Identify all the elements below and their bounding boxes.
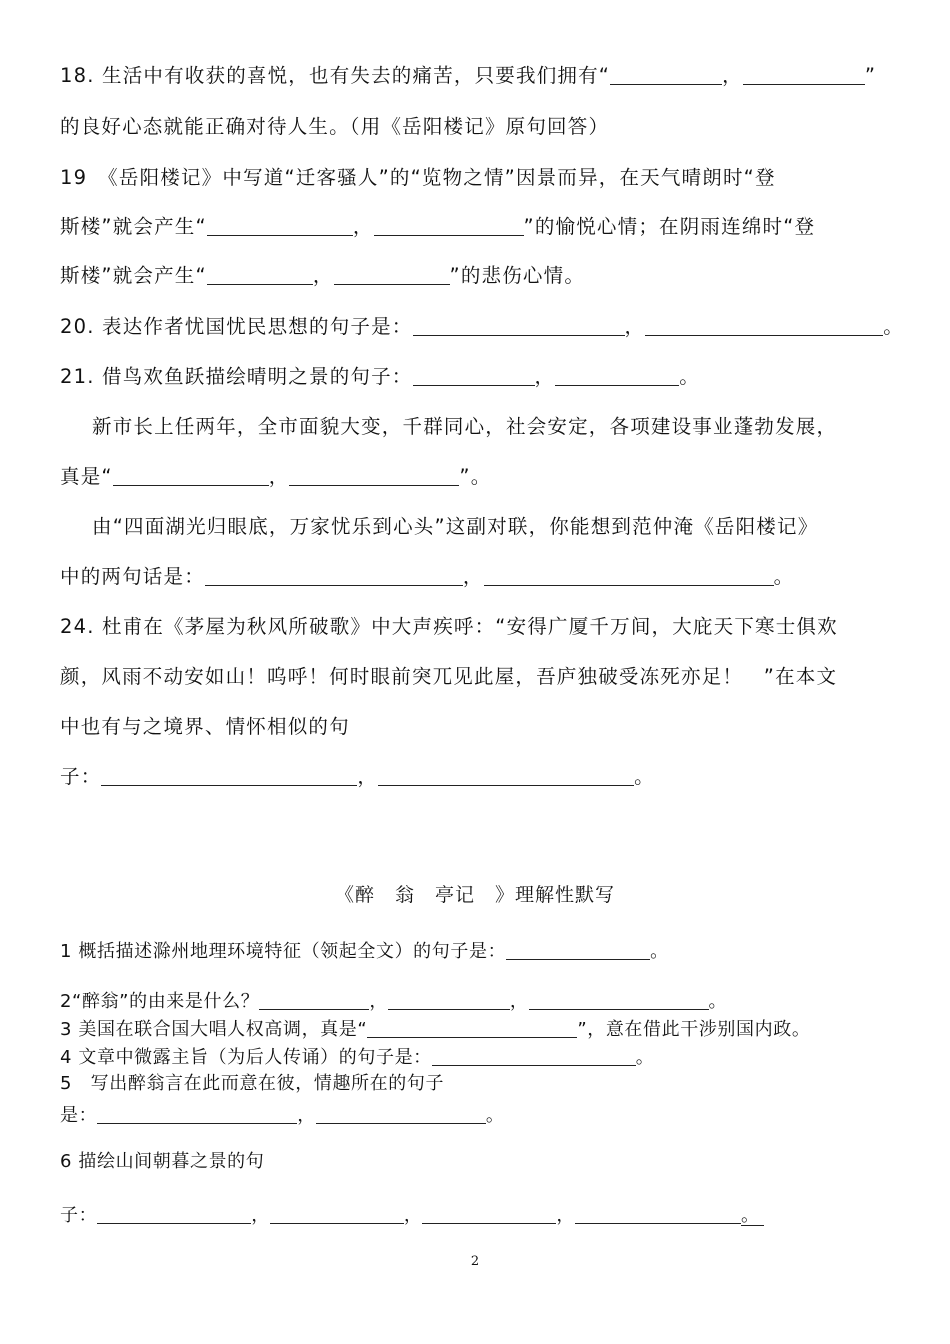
answer-blank[interactable] (101, 767, 357, 786)
question-20-line: 20. 表达作者忧国忧民思想的句子是： ， 。 (60, 315, 904, 338)
question-18-line-2: 的良好心态就能正确对待人生。（用《岳阳楼记》原句回答） (60, 115, 610, 138)
question-19-line-3: 斯楼”就会产生“ ， ”的悲伤心情。 (60, 264, 586, 287)
question-24-line-3: 中也有与之境界、情怀相似的句 (60, 715, 350, 738)
item-4-text: 4 文章中微露主旨（为后人传诵）的句子是： (60, 1047, 432, 1068)
item-4-line: 4 文章中微露主旨（为后人传诵）的句子是： 。 (60, 1047, 655, 1068)
question-24-text: 24. 杜甫在《茅屋为秋风所破歌》中大声疾呼：“安得广厦千万间，大庇天下寒士俱欢 (60, 615, 838, 638)
item-3-text: 3 美国在联合国大唱人权高调，真是“ (60, 1019, 368, 1040)
answer-blank[interactable] (334, 266, 450, 285)
question-23-text: 由“四面湖光归眼底，万家忧乐到心头”这副对联，你能想到范仲淹《岳阳楼记》 (92, 515, 819, 538)
item-1-line: 1 概括描述滁州地理环境特征（领起全文）的句子是： 。 (60, 941, 669, 962)
question-22-line-2: 真是“ ， ”。 (60, 465, 492, 488)
answer-blank[interactable] (207, 217, 353, 236)
item-1-text: 1 概括描述滁州地理环境特征（领起全文）的句子是： (60, 941, 507, 962)
item-5-line-2: 是： ， 。 (60, 1105, 505, 1126)
end-mark: 。 (741, 1207, 764, 1226)
question-19-line-2: 斯楼”就会产生“ ， ”的愉悦心情；在阴雨连绵时“登 (60, 215, 816, 238)
answer-blank[interactable] (484, 567, 774, 586)
question-22-line-1 (92, 417, 837, 437)
answer-blank[interactable] (388, 991, 510, 1010)
answer-blank[interactable] (422, 1205, 556, 1224)
question-23-line-2: 中的两句话是： ， 。 (60, 565, 795, 588)
answer-blank[interactable] (645, 317, 883, 336)
answer-blank[interactable] (205, 567, 463, 586)
question-20-text: 20. 表达作者忧国忧民思想的句子是： (60, 315, 413, 338)
answer-blank[interactable] (207, 266, 313, 285)
item-2-text: 2“醉翁”的由来是什么？ (60, 991, 260, 1012)
answer-blank[interactable] (367, 1019, 577, 1038)
answer-blank[interactable] (97, 1205, 251, 1224)
item-5-text: 5 写出醉翁言在此而意在彼，情趣所在的句子 (60, 1073, 445, 1094)
answer-blank[interactable] (289, 467, 459, 486)
item-6-line-2: 子： ， ， ， 。 (60, 1205, 764, 1226)
section-title: 《醉 翁 亭记 》理解性默写 (334, 884, 615, 906)
question-19-text: 19 《岳阳楼记》中写道“迁客骚人”的“览物之情”因景而异，在天气晴朗时“登 (60, 166, 776, 189)
answer-blank[interactable] (97, 1105, 297, 1124)
answer-blank[interactable] (259, 991, 369, 1010)
item-2-line: 2“醉翁”的由来是什么？ ， ， 。 (60, 991, 728, 1012)
question-21-line: 21. 借鸟欢鱼跃描绘晴明之景的句子： ， 。 (60, 365, 700, 388)
answer-blank[interactable] (113, 467, 269, 486)
answer-blank[interactable] (529, 991, 709, 1010)
question-22-text: 新市长上任两年，全市面貌大变，千群同心，社会安定，各项建设事业蓬勃发展， (92, 415, 838, 438)
answer-blank[interactable] (413, 317, 625, 336)
answer-blank[interactable] (743, 66, 865, 85)
answer-blank[interactable] (374, 217, 524, 236)
answer-blank[interactable] (378, 767, 634, 786)
answer-blank[interactable] (316, 1105, 486, 1124)
answer-blank[interactable] (270, 1205, 404, 1224)
question-18-line-1: 18. 生活中有收获的喜悦，也有失去的痛苦，只要我们拥有“ ， ” (60, 64, 877, 87)
answer-blank[interactable] (575, 1205, 741, 1224)
question-19-line-1 (60, 168, 776, 188)
page-number: 2 (470, 1254, 480, 1269)
question-18-text: 18. 生活中有收获的喜悦，也有失去的痛苦，只要我们拥有“ (60, 64, 611, 87)
answer-blank[interactable] (432, 1047, 636, 1066)
item-3-line: 3 美国在联合国大唱人权高调，真是“ ”，意在借此干涉别国内政。 (60, 1019, 811, 1040)
item-6-text: 6 描绘山间朝暮之景的句 (60, 1151, 265, 1172)
question-23-line-1 (92, 517, 818, 537)
question-24-line-4: 子： ， 。 (60, 765, 655, 788)
question-24-line-2: 颜，风雨不动安如山！呜呼！何时眼前突兀见此屋，吾庐独破受冻死亦足！ ”在本文 (60, 665, 838, 688)
answer-blank[interactable] (506, 941, 650, 960)
question-21-text: 21. 借鸟欢鱼跃描绘晴明之景的句子： (60, 365, 413, 388)
answer-blank[interactable] (413, 367, 535, 386)
answer-blank[interactable] (555, 367, 679, 386)
item-5-line-1 (60, 1075, 444, 1093)
item-6-line-1 (60, 1153, 264, 1171)
answer-blank[interactable] (610, 66, 722, 85)
question-24-line-1 (60, 617, 838, 637)
